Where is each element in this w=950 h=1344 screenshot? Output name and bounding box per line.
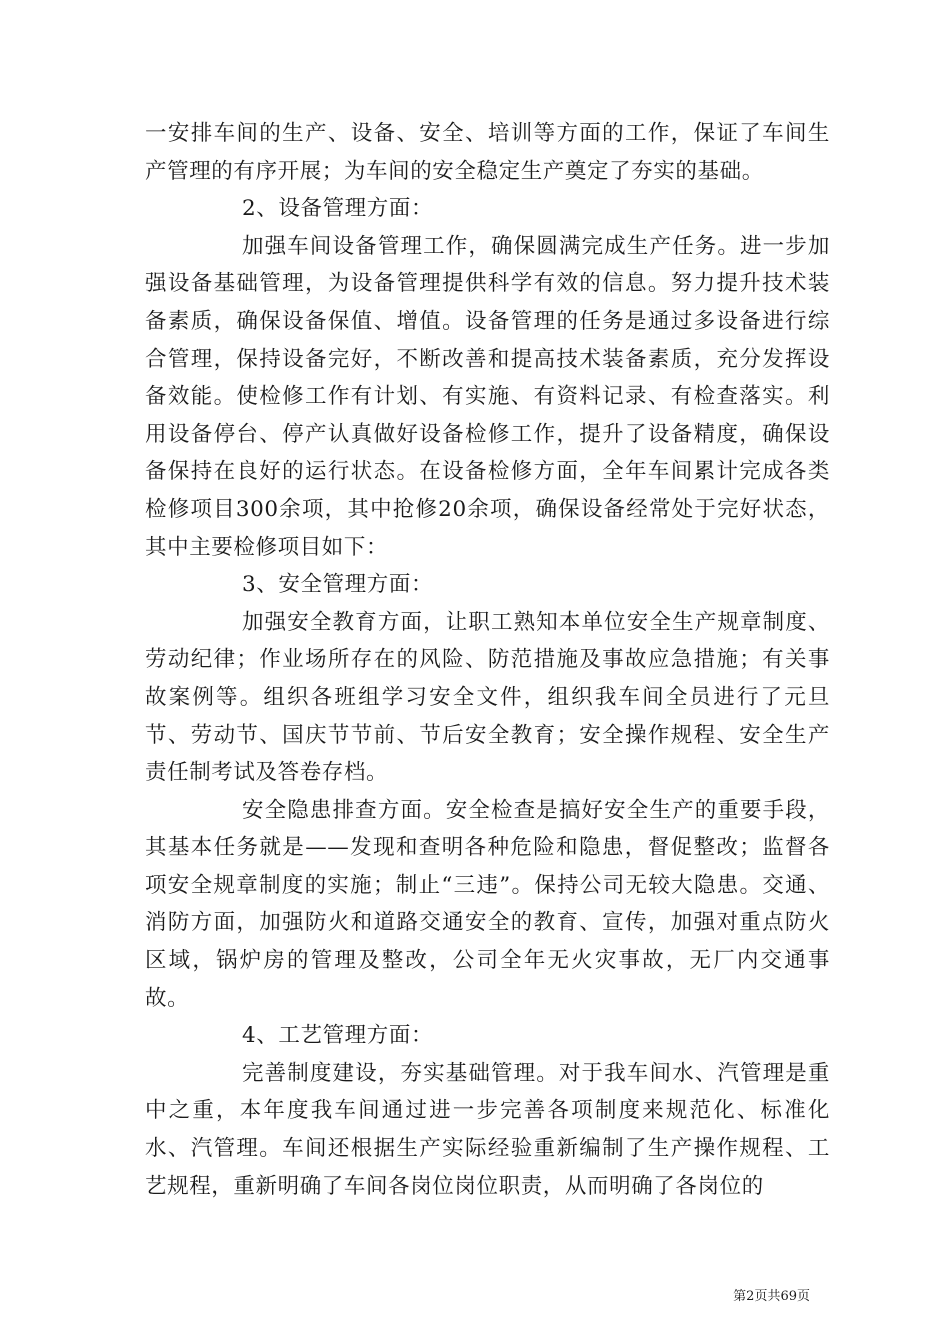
paragraph-continuation: 一安排车间的生产、设备、安全、培训等方面的工作，保证了车间生产管理的有序开展；为车间的安全稳定生产奠定了夯实的基础。: [145, 121, 830, 184]
paragraph-process: 完善制度建设，夯实基础管理。对于我车间水、汽管理是重中之重，本年度我车间通过进一步完善各项制度来规范化、标准化水、汽管理。车间还根据生产实际经验重新编制了生产操作规程、工艺规程，重新明确了车间各岗位岗位职责，从而明确了各岗位的: [145, 1060, 830, 1199]
section-heading-process: 4、工艺管理方面：: [242, 1023, 434, 1049]
paragraph-safety-education: 加强安全教育方面，让职工熟知本单位安全生产规章制度、劳动纪律；作业场所存在的风险、防范措施及事故应急措施；有关事故案例等。组织各班组学习安全文件，组织我车间全员进行了元旦节、劳动节、国庆节节前、节后安全教育；安全操作规程、安全生产责任制考试及答卷存档。: [145, 609, 830, 786]
paragraph-hazard-inspection: 安全隐患排查方面。安全检查是搞好安全生产的重要手段，其基本任务就是——发现和查明各种危险和隐患，督促整改；监督各项安全规章制度的实施；制止“三违”。保持公司无较大隐患。交通、消防方面，加强防火和道路交通安全的教育、宣传，加强对重点防火区域，锅炉房的管理及整改，公司全年无火灾事故，无厂内交通事故。: [145, 797, 830, 1011]
document-body: [145, 115, 830, 1205]
page-number: 第2页共69页: [733, 1289, 810, 1304]
section-heading-safety: 3、安全管理方面：: [242, 572, 434, 598]
section-heading-equipment: 2、设备管理方面：: [242, 196, 434, 222]
paragraph-equipment: 加强车间设备管理工作，确保圆满完成生产任务。进一步加强设备基础管理，为设备管理提供科学有效的信息。努力提升技术装备素质，确保设备保值、增值。设备管理的任务是通过多设备进行综合管理，保持设备完好，不断改善和提高技术装备素质，充分发挥设备效能。使检修工作有计划、有实施、有资料记录、有检查落实。利用设备停台、停产认真做好设备检修工作，提升了设备精度，确保设备保持在良好的运行状态。在设备检修方面，全年车间累计完成各类检修项目300余项，其中抢修20余项，确保设备经常处于完好状态，其中主要检修项目如下：: [145, 233, 830, 560]
